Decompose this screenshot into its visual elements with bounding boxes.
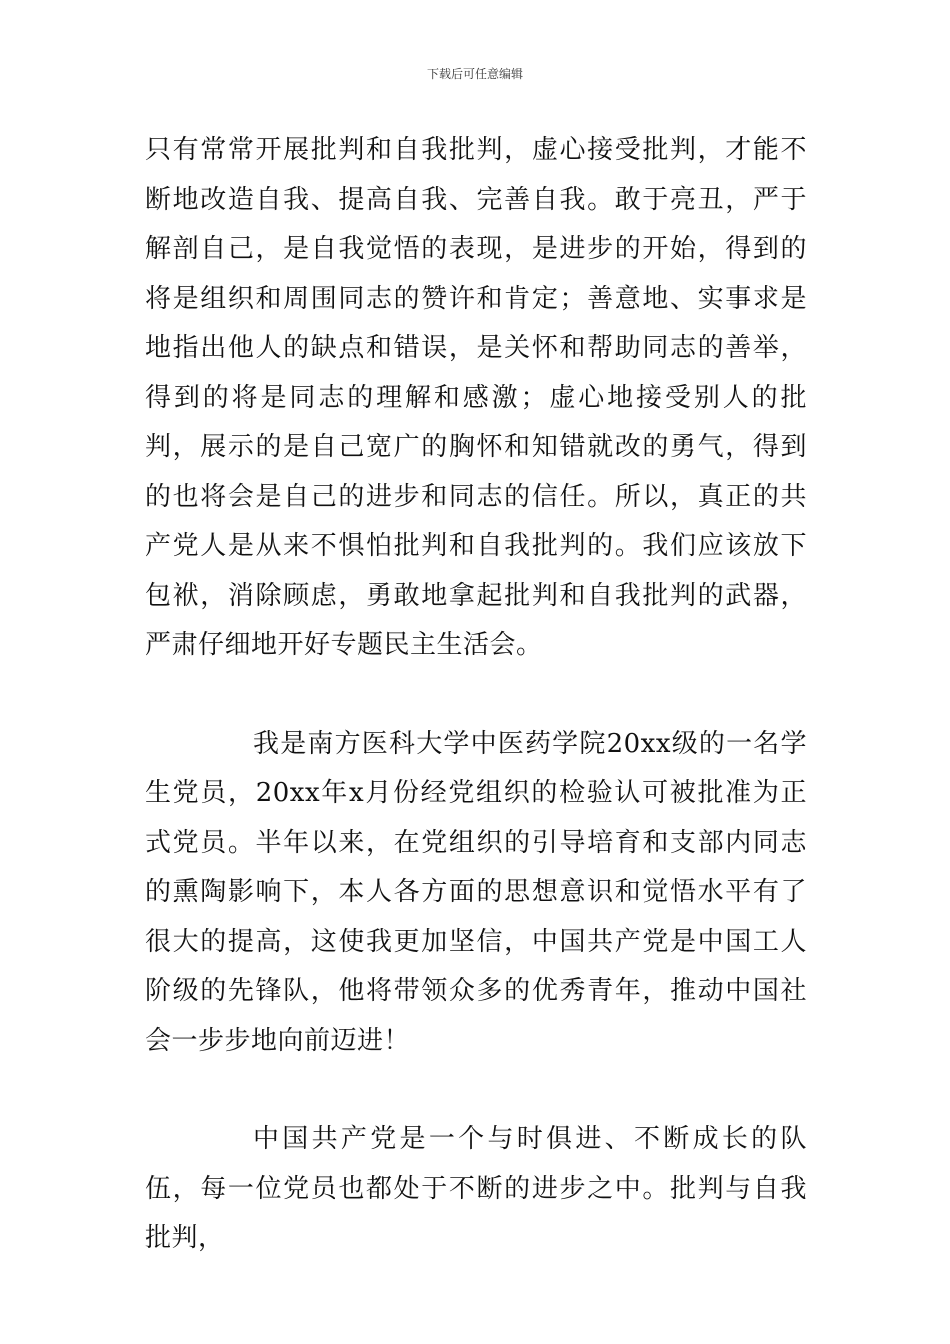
- header-note: 下载后可任意编辑: [426, 67, 523, 81]
- document-body: [145, 126, 807, 1313]
- paragraph-self-introduction: 我是南方医科大学中医药学院20xx级的一名学生党员，20xx年x月份经党组织的检验认可被批准为正式党员。半年以来，在党组织的引导培育和支部内同志的熏陶影响下，本人各方面的思想意识和觉悟水平有了很大的提高，这使我更加坚信，中国共产党是中国工人阶级的先锋队，他将带领众多的优秀青年，推动中国社会一步步地向前迈进！: [145, 728, 807, 1056]
- paragraph-criticism: 只有常常开展批判和自我批判，虚心接受批判，才能不断地改造自我、提高自我、完善自我。敢于亮丑，严于解剖自己，是自我觉悟的表现，是进步的开始，得到的将是组织和周围同志的赞许和肯定；善意地、实事求是地指出他人的缺点和错误，是关怀和帮助同志的善举，得到的将是同志的理解和感激；虚心地接受别人的批判，展示的是自己宽广的胸怀和知错就改的勇气，得到的也将会是自己的进步和同志的信任。所以，真正的共产党人是从来不惧怕批判和自我批判的。我们应该放下包袱，消除顾虑，勇敢地拿起批判和自我批判的武器，严肃仔细地开好专题民主生活会。: [145, 135, 807, 660]
- paragraph-party-progress: 中国共产党是一个与时俱进、不断成长的队伍，每一位党员也都处于不断的进步之中。批判与自我批判，: [145, 1124, 807, 1253]
